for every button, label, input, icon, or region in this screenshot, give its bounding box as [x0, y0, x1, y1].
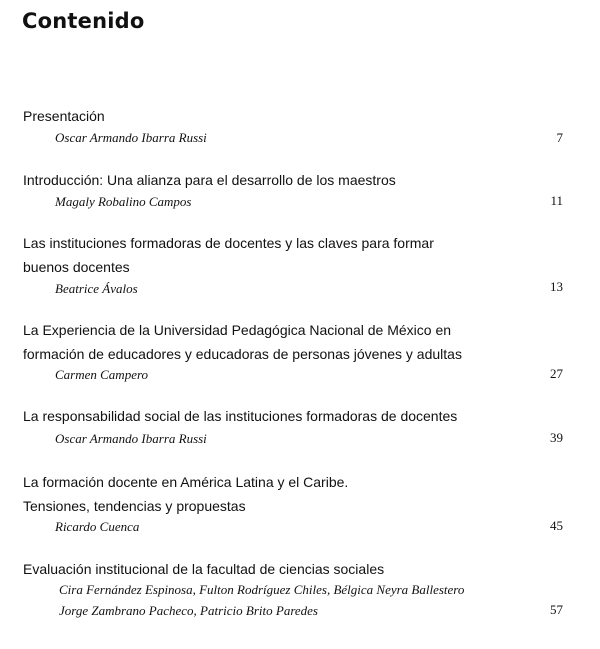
toc-entry-title-line: Tensiones, tendencias y propuestas	[23, 498, 246, 514]
toc-entry-title-line: La formación docente en América Latina y el Caribe.	[23, 474, 349, 490]
toc-entry-title-line: buenos docentes	[23, 259, 130, 275]
toc-entry-author: Oscar Armando Ibarra Russi	[55, 431, 207, 446]
toc-heading: Contenido	[22, 9, 145, 33]
toc-entry-author: Jorge Zambrano Pacheco, Patricio Brito Paredes	[59, 603, 318, 618]
toc-entry-page: 39	[550, 430, 563, 445]
toc-entry-author: Magaly Robalino Campos	[55, 194, 192, 209]
toc-entry-page: 13	[550, 279, 563, 294]
toc-entry-author: Ricardo Cuenca	[55, 519, 140, 534]
toc-entry-author: Cira Fernández Espinosa, Fulton Rodríguez Chiles, Bélgica Neyra Ballestero	[59, 582, 465, 597]
toc-entry-page: 11	[550, 193, 563, 208]
toc-entry-title: Introducción: Una alianza para el desarrollo de los maestros	[23, 172, 396, 188]
toc-entry-title: Presentación	[23, 108, 105, 124]
toc-entry-page: 7	[556, 130, 563, 145]
toc-entry-page: 45	[550, 518, 563, 533]
toc-entry-page: 57	[550, 602, 563, 617]
toc-entry-page: 27	[550, 366, 563, 381]
toc-entry-title-line: La Experiencia de la Universidad Pedagógica Nacional de México en	[23, 322, 452, 338]
toc-entry-title-line: formación de educadores y educadoras de personas jóvenes y adultas	[23, 346, 462, 362]
toc-entry-title: La responsabilidad social de las instituciones formadoras de docentes	[23, 408, 458, 424]
toc-entry-author: Oscar Armando Ibarra Russi	[55, 130, 207, 145]
toc-entry-title: Evaluación institucional de la facultad de ciencias sociales	[23, 561, 385, 577]
toc-entry-author: Beatrice Ávalos	[55, 281, 138, 296]
toc-entry-title-line: Las instituciones formadoras de docentes y las claves para formar	[23, 235, 434, 251]
toc-entry-author: Carmen Campero	[55, 367, 149, 382]
